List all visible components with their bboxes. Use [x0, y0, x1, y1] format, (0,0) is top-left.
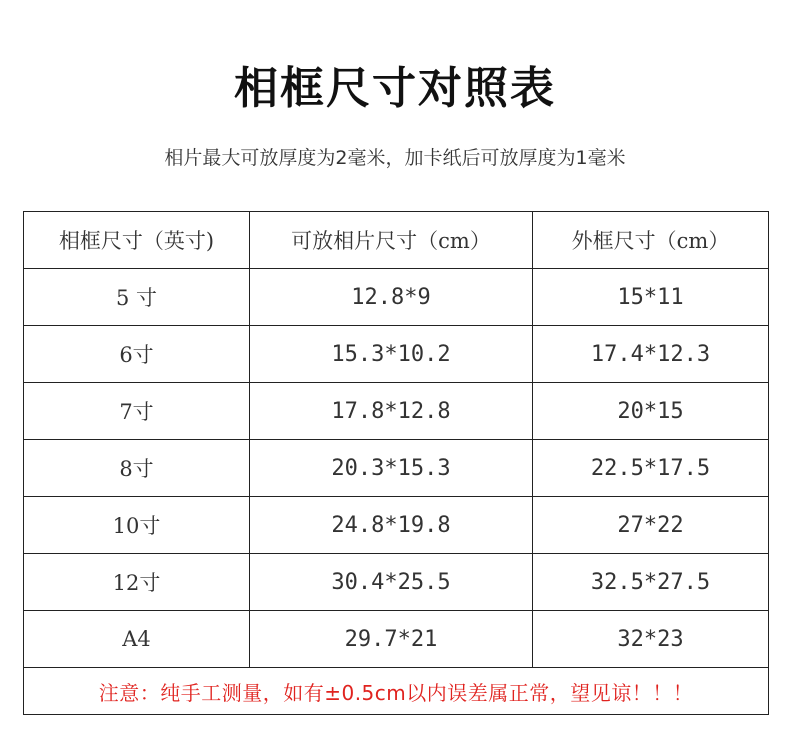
photo-size-cell: 30.4*25.5: [250, 554, 533, 611]
frame-size-cell: 10寸: [24, 497, 250, 554]
table-row: [24, 326, 769, 383]
frame-size-cell: 7寸: [24, 383, 250, 440]
header-frame-size: 相框尺寸（英寸): [24, 212, 250, 269]
measurement-note: 注意：纯手工测量，如有±0.5cm以内误差属正常，望见谅！！！: [24, 668, 769, 715]
outer-size-cell: 20*15: [533, 383, 769, 440]
photo-size-cell: 17.8*12.8: [250, 383, 533, 440]
frame-size-table: [23, 211, 769, 715]
frame-size-cell: 5 寸: [24, 269, 250, 326]
thickness-note: 相片最大可放厚度为2毫米，加卡纸后可放厚度为1毫米: [164, 147, 626, 169]
outer-size-cell: 27*22: [533, 497, 769, 554]
frame-size-cell: 6寸: [24, 326, 250, 383]
table-row: [24, 440, 769, 497]
frame-size-cell: 8寸: [24, 440, 250, 497]
outer-size-cell: 17.4*12.3: [533, 326, 769, 383]
table-row: [24, 611, 769, 668]
outer-size-cell: 32.5*27.5: [533, 554, 769, 611]
table-row: [24, 554, 769, 611]
outer-size-cell: 22.5*17.5: [533, 440, 769, 497]
table-row: [24, 269, 769, 326]
photo-size-cell: 12.8*9: [250, 269, 533, 326]
page-title: 相框尺寸对照表: [234, 63, 556, 114]
photo-size-cell: 20.3*15.3: [250, 440, 533, 497]
photo-size-cell: 24.8*19.8: [250, 497, 533, 554]
table-row: [24, 497, 769, 554]
table-header-row: [24, 212, 769, 269]
photo-size-cell: 29.7*21: [250, 611, 533, 668]
table-row: [24, 383, 769, 440]
frame-size-cell: 12寸: [24, 554, 250, 611]
note-row: [24, 668, 769, 715]
photo-size-cell: 15.3*10.2: [250, 326, 533, 383]
frame-size-cell: A4: [24, 611, 250, 668]
outer-size-cell: 15*11: [533, 269, 769, 326]
outer-size-cell: 32*23: [533, 611, 769, 668]
header-outer-size: 外框尺寸（cm）: [533, 212, 769, 269]
header-photo-size: 可放相片尺寸（cm）: [250, 212, 533, 269]
